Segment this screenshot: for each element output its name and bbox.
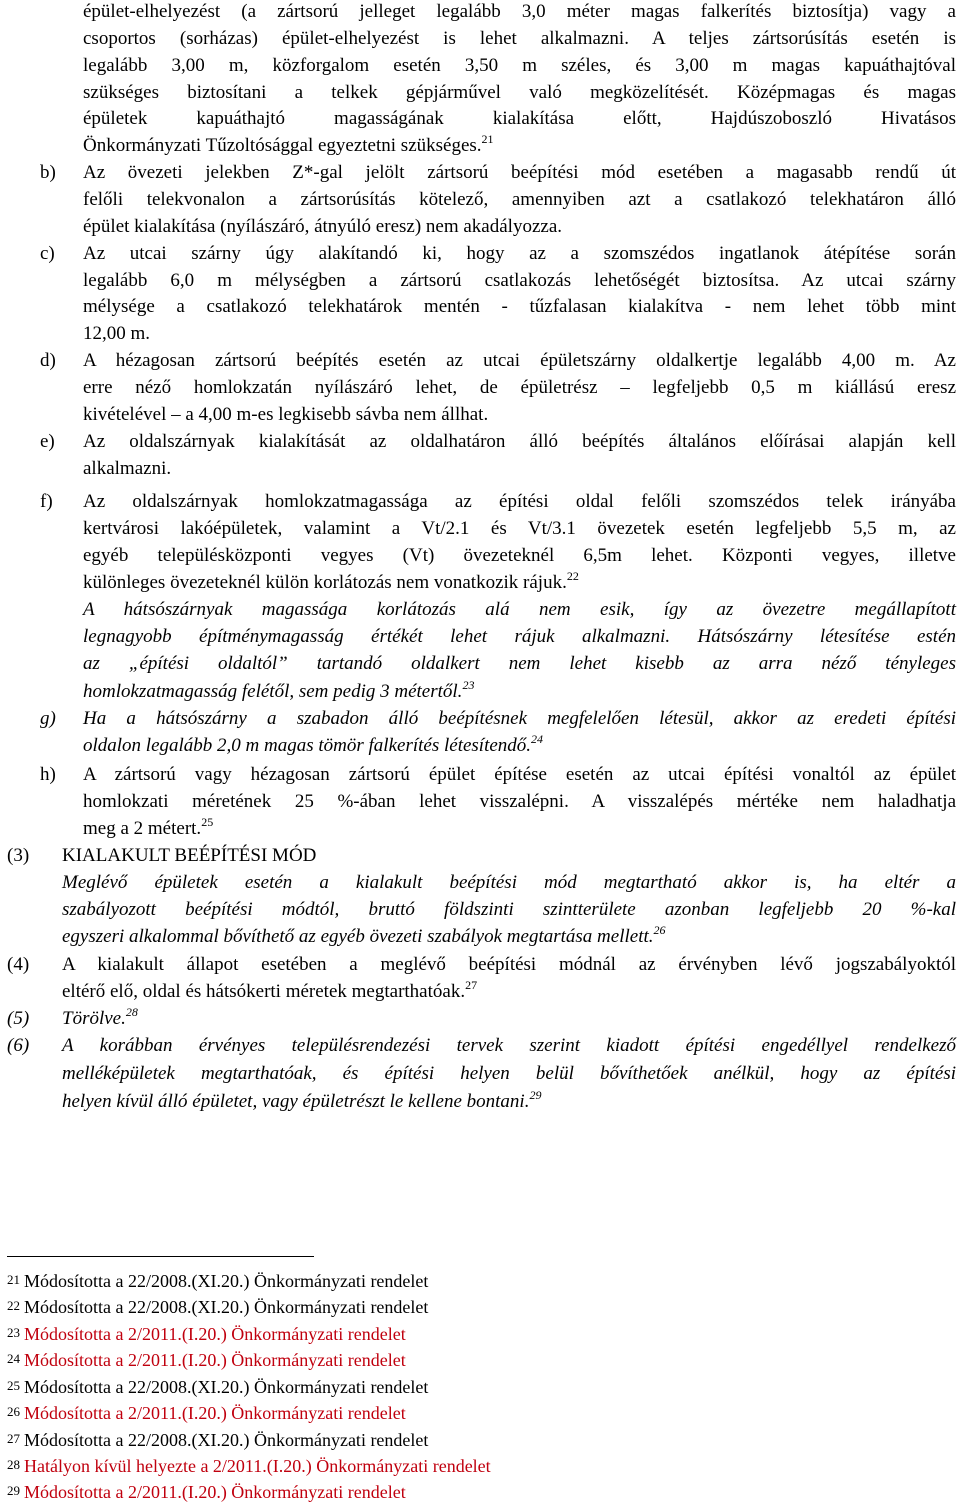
text-line: Az oldalszárnyak kialakítását az oldalhatáron álló beépítés általános előírásai alapján kell: [83, 431, 956, 452]
text-line: legalább 3,00 m, közforgalom esetén 3,50 m széles, és 3,00 m magas kapuáthajtóval: [83, 55, 956, 76]
footnote-text[interactable]: Módosította a 22/2008.(XI.20.) Önkormányzati rendelet: [24, 1377, 429, 1397]
footnote-ref[interactable]: 28: [125, 1004, 138, 1019]
footnote-ref[interactable]: 27: [465, 977, 478, 992]
text-line: kivételével – a 4,00 m-es legkisebb sávba nem állhat.: [83, 404, 489, 425]
footnote-number: 23: [7, 1325, 20, 1340]
item-label: h): [40, 764, 56, 785]
footnote-number: 26: [7, 1404, 20, 1419]
text-line: legalább 6,0 m mélységben a zártsorú csatlakozás lehetőségét biztosítsa. Az utcai szárny: [83, 270, 956, 291]
text-line: A hátsószárnyak magassága korlátozás alá nem esik, így az övezetre megállapított: [83, 599, 956, 620]
text-line: A korábban érvényes településrendezési tervek szerint kiadott építési engedéllyel rendelkező: [62, 1035, 956, 1056]
text-line: legnagyobb építménymagasság értékét lehet rájuk alkalmazni. Hátsószárny létesítése estén: [83, 626, 956, 647]
footnote-separator: [7, 1256, 314, 1257]
footnote-link[interactable]: Módosította a 2/2011.(I.20.) Önkormányzati rendelet: [24, 1403, 406, 1423]
item-label: g): [40, 708, 56, 729]
footnote-number: 28: [7, 1457, 20, 1472]
item-label: f): [40, 491, 53, 512]
footnote: [7, 1268, 428, 1297]
footnote: [7, 1400, 406, 1429]
text-line: épület-elhelyezést (a zártsorú jelleget legalább 3,0 méter magas falkerítés biztosítja) vagy a: [83, 1, 956, 22]
footnote-ref[interactable]: 26: [653, 922, 666, 937]
footnote-ref[interactable]: 22: [566, 568, 579, 583]
text-line: épület kialakítása (nyílászáró, átnyúló eresz) nem akadályozza.: [83, 216, 562, 237]
text-line: A hézagosan zártsorú beépítés esetén az utcai épületszárny oldalkertje legalább 4,00 m. Az: [83, 350, 956, 371]
section-number: (5): [7, 1008, 30, 1029]
text-line: alkalmazni.: [83, 458, 172, 479]
footnote-number: 29: [7, 1483, 20, 1498]
footnote: [7, 1374, 428, 1403]
footnote: [7, 1427, 428, 1456]
footnote-number: 21: [7, 1272, 20, 1287]
section-number: (6): [7, 1035, 30, 1056]
item-label: b): [40, 162, 56, 183]
text-line: melléképületek megtarthatóak, és építési helyen belül bővíthetőek anélkül, hogy az építési: [62, 1063, 956, 1084]
text-line: Ha a hátsószárny a szabadon álló beépítésnek megfelelően létesül, akkor az eredeti építési: [83, 708, 956, 729]
footnote: [7, 1453, 491, 1482]
text-line: erre néző homlokzatán nyílászáró lehet, de épületrész – legfeljebb 0,5 m kiállású eresz: [83, 377, 956, 398]
text-line: Az oldalszárnyak homlokzatmagassága az építési oldal felőli szomszédos telek irányába: [83, 491, 956, 512]
text-line: az „építési oldaltól” tartandó oldalkert nem lehet kisebb az arra néző tényleges: [83, 653, 956, 674]
footnote-number: 22: [7, 1298, 20, 1313]
text-line: eltérő elő, oldal és hátsókerti méretek megtarthatóak.$^{27}$: [62, 977, 478, 1002]
footnote-text[interactable]: Módosította a 22/2008.(XI.20.) Önkormányzati rendelet: [24, 1271, 429, 1291]
text-line: felőli telekvonalon a zártsorúsítás kötelező, amennyiben azt a csatlakozó telekhatáron álló: [83, 189, 956, 210]
section-heading: KIALAKULT BEÉPÍTÉSI MÓD: [62, 845, 317, 866]
text-line: egyszeri alkalommal bővíthető az egyéb övezeti szabályok megtartása mellett.$^{26}$: [62, 922, 666, 947]
text-line: Meglévő épületek esetén a kialakult beépítési mód megtartható akkor is, ha eltér a: [62, 872, 956, 893]
footnote: [7, 1347, 406, 1376]
footnote-ref[interactable]: 21: [481, 131, 494, 146]
text-line: A kialakult állapot esetében a meglévő beépítési módnál az érvényben lévő jogszabályoktól: [62, 954, 956, 975]
footnote-link[interactable]: Hatályon kívül helyezte a 2/2011.(I.20.) Önkormányzati rendelet: [24, 1456, 491, 1476]
text-line: Az övezeti jelekben Z*-gal jelölt zártsorú beépítési mód esetében a magasabb rendű út: [83, 162, 956, 183]
footnote-number: 25: [7, 1378, 20, 1393]
text-line: Törölve.$^{28}$: [62, 1004, 138, 1029]
text-line: Önkormányzati Tűzoltósággal egyeztetni szükséges.$^{21}$: [83, 131, 494, 156]
footnote-ref[interactable]: 29: [529, 1087, 542, 1102]
footnote: [7, 1294, 428, 1323]
text-line: szükséges biztosítani a telkek gépjárművel való megközelítését. Középmagas és magas: [83, 82, 956, 103]
section-number: (4): [7, 954, 30, 975]
footnote-text[interactable]: Módosította a 22/2008.(XI.20.) Önkormányzati rendelet: [24, 1297, 429, 1317]
footnote: [7, 1321, 406, 1350]
text-line: meg a 2 métert.$^{25}$: [83, 814, 214, 839]
footnote-ref[interactable]: 24: [531, 731, 544, 746]
text-line: Az utcai szárny úgy alakítandó ki, hogy az a szomszédos ingatlanok átépítése során: [83, 243, 956, 264]
text-line: 12,00 m.: [83, 323, 151, 344]
footnote-link[interactable]: Módosította a 2/2011.(I.20.) Önkormányzati rendelet: [24, 1350, 406, 1370]
text-line: kertvárosi lakóépületek, valamint a Vt/2.1 és Vt/3.1 övezetek esetén legfeljebb 5,5 m, az: [83, 518, 956, 539]
section-number: (3): [7, 845, 30, 866]
text-line: homlokzati méretének 25 %-ában lehet visszalépni. A visszalépés mértéke nem haladhatja: [83, 791, 956, 812]
footnote-ref[interactable]: 23: [462, 677, 475, 692]
footnote-number: 27: [7, 1431, 20, 1446]
footnote: [7, 1479, 406, 1508]
text-line: egyéb településközponti vegyes (Vt) övezeteknél 6,5m lehet. Központi vegyes, illetve: [83, 545, 956, 566]
text-line: különleges övezeteknél külön korlátozás nem vonatkozik rájuk.$^{22}$: [83, 568, 579, 593]
text-line: oldalon legalább 2,0 m magas tömör falkerítés létesítendő.$^{24}$: [83, 731, 544, 756]
text-line: mélysége a csatlakozó telekhatárok mentén - tűzfalasan kialakítva - nem lehet több mint: [83, 296, 956, 317]
item-label: c): [40, 243, 55, 264]
text-line: épületek kapuáthajtó magasságának kialakítása előtt, Hajdúszoboszló Hivatásos: [83, 108, 956, 129]
text-line: A zártsorú vagy hézagosan zártsorú épület építése esetén az utcai építési vonaltól az épület: [83, 764, 956, 785]
item-label: e): [40, 431, 55, 452]
text-line: helyen kívül álló épületet, vagy épületrészt le kellene bontani.$^{29}$: [62, 1087, 542, 1112]
footnote-link[interactable]: Módosította a 2/2011.(I.20.) Önkormányzati rendelet: [24, 1324, 406, 1344]
text-line: csoportos (sorházas) épület-elhelyezést is lehet alkalmazni. A teljes zártsorúsítás esetén is: [83, 28, 956, 49]
item-label: d): [40, 350, 56, 371]
footnote-ref[interactable]: 25: [201, 814, 214, 829]
footnote-link[interactable]: Módosította a 2/2011.(I.20.) Önkormányzati rendelet: [24, 1482, 406, 1502]
footnote-text[interactable]: Módosította a 22/2008.(XI.20.) Önkormányzati rendelet: [24, 1430, 429, 1450]
text-line: homlokzatmagasság felétől, sem pedig 3 métertől.$^{23}$: [83, 677, 475, 702]
footnote-number: 24: [7, 1351, 20, 1366]
text-line: szabályozott beépítési módtól, bruttó földszinti szintterülete azonban legfeljebb 20 %-kal: [62, 899, 956, 920]
